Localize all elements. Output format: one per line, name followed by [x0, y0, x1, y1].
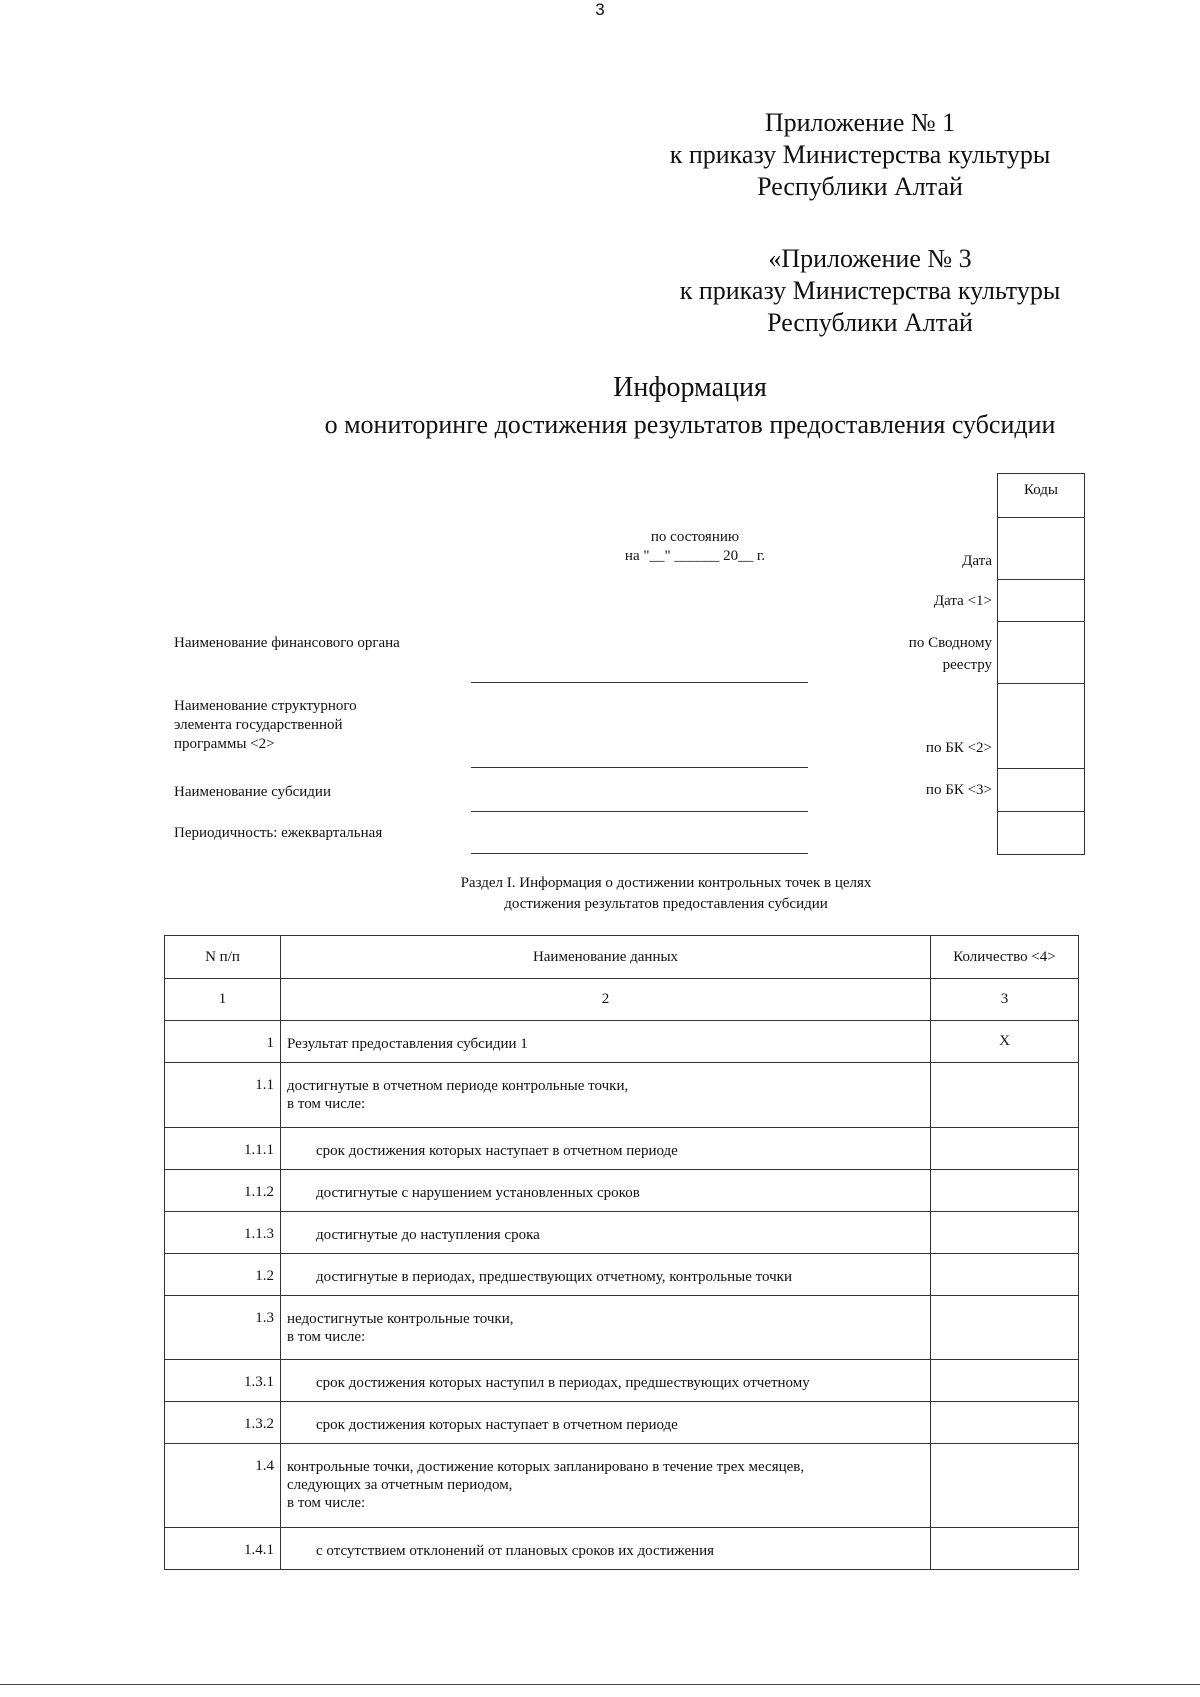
row-name: срок достижения которых наступает в отчетном периоде — [281, 1402, 931, 1444]
codes-date-cell[interactable] — [998, 517, 1084, 580]
status-date — [555, 528, 835, 566]
document-title: Информация — [613, 372, 767, 403]
table-row — [165, 1128, 1079, 1170]
row-name — [281, 1296, 931, 1360]
row-name-line3: в том числе: — [287, 1495, 366, 1511]
section-title — [366, 873, 966, 915]
table-header-row — [165, 936, 1079, 979]
row-value-input[interactable] — [931, 1063, 1079, 1128]
status-line2: на "__" ______ 20__ г. — [624, 548, 766, 564]
codes-registry-label — [909, 632, 992, 676]
row-num: 1.2 — [165, 1254, 281, 1296]
row-name: достигнутые до наступления срока — [281, 1212, 931, 1254]
appendix-1-line1: Приложение № 1 — [764, 108, 956, 137]
row-num: 1.1.2 — [165, 1170, 281, 1212]
appendix-3-line2: к приказу Министерства культуры — [679, 276, 1061, 305]
appendix-3-line1: «Приложение № 3 — [768, 244, 972, 273]
struct-element-label — [174, 697, 357, 754]
row-num: 1.1.1 — [165, 1128, 281, 1170]
control-points-table — [164, 935, 1079, 1570]
row-num: 1.4 — [165, 1444, 281, 1528]
section-title-line2: достижения результатов предоставления субсидии — [504, 896, 828, 912]
row-name: с отсутствием отклонений от плановых сроков их достижения — [281, 1528, 931, 1570]
row-name — [281, 1063, 931, 1128]
periodicity-label: Периодичность: ежеквартальная — [174, 825, 383, 841]
row-name — [281, 1444, 931, 1528]
codes-date-label: Дата — [962, 553, 992, 569]
header-name: Наименование данных — [281, 936, 931, 979]
row-num: 1 — [165, 1021, 281, 1063]
table-row — [165, 1212, 1079, 1254]
codes-box — [997, 473, 1085, 855]
row-name-line1: достигнутые в отчетном периоде контрольные точки, — [287, 1078, 629, 1094]
row-name: достигнутые в периодах, предшествующих отчетному, контрольные точки — [281, 1254, 931, 1296]
row-value-input[interactable] — [931, 1128, 1079, 1170]
row-name-line2: в том числе: — [287, 1096, 366, 1112]
struct-element-line1: Наименование структурного — [174, 698, 357, 714]
table-row — [165, 1021, 1079, 1063]
appendix-1-line2: к приказу Министерства культуры — [669, 140, 1051, 169]
codes-date1-label: Дата <1> — [933, 593, 992, 609]
row-num: 1.1.3 — [165, 1212, 281, 1254]
appendix-3-header — [620, 243, 1120, 339]
row-name-line2: следующих за отчетным периодом, — [287, 1477, 513, 1493]
codes-header: Коды — [1023, 482, 1059, 498]
table-row — [165, 1296, 1079, 1360]
struct-element-field[interactable] — [471, 767, 808, 768]
row-value-input[interactable] — [931, 1402, 1079, 1444]
table-row — [165, 1402, 1079, 1444]
table-row — [165, 1063, 1079, 1128]
codes-header-cell — [998, 474, 1084, 518]
row-name-line2: в том числе: — [287, 1329, 366, 1345]
subsidy-label: Наименование субсидии — [174, 784, 331, 800]
row-value-input[interactable] — [931, 1212, 1079, 1254]
codes-registry-line2: реестру — [942, 657, 992, 673]
header-quantity: Количество <4> — [931, 936, 1079, 979]
row-value-input[interactable] — [931, 1444, 1079, 1528]
row-value-input[interactable] — [931, 1528, 1079, 1570]
row-value-input[interactable] — [931, 1170, 1079, 1212]
document-subtitle: о мониторинге достижения результатов предоставления субсидии — [324, 410, 1056, 439]
row-value-input[interactable] — [931, 1360, 1079, 1402]
finance-body-field[interactable] — [471, 682, 808, 683]
struct-element-line3: программы <2> — [174, 736, 275, 752]
row-num: 1.3.1 — [165, 1360, 281, 1402]
codes-bk3-label: по БК <3> — [925, 782, 992, 798]
row-value-input[interactable] — [931, 1296, 1079, 1360]
colnum-2: 2 — [281, 979, 931, 1021]
codes-date1-cell[interactable] — [998, 579, 1084, 622]
row-num: 1.3 — [165, 1296, 281, 1360]
appendix-3-line3: Республики Алтай — [767, 308, 973, 337]
status-line1: по состоянию — [650, 529, 740, 545]
page-number: 3 — [595, 0, 605, 19]
header-num: N п/п — [165, 936, 281, 979]
row-num: 1.3.2 — [165, 1402, 281, 1444]
table-row — [165, 1528, 1079, 1570]
colnum-3: 3 — [931, 979, 1079, 1021]
codes-bk2-cell[interactable] — [998, 683, 1084, 769]
table-row — [165, 1254, 1079, 1296]
row-name: достигнутые с нарушением установленных сроков — [281, 1170, 931, 1212]
table-row — [165, 1360, 1079, 1402]
row-name: срок достижения которых наступил в периодах, предшествующих отчетному — [281, 1360, 931, 1402]
codes-registry-line1: по Сводному — [908, 635, 992, 651]
row-value-input[interactable] — [931, 1254, 1079, 1296]
row-name: Результат предоставления субсидии 1 — [281, 1021, 931, 1063]
finance-body-label: Наименование финансового органа — [174, 635, 400, 651]
bottom-rule — [0, 1684, 1200, 1685]
struct-element-line2: элемента государственной — [174, 717, 343, 733]
row-num: 1.4.1 — [165, 1528, 281, 1570]
table-row — [165, 1444, 1079, 1528]
row-value: X — [931, 1021, 1079, 1063]
section-title-line1: Раздел I. Информация о достижении контрольных точек в целях — [460, 875, 872, 891]
column-number-row — [165, 979, 1079, 1021]
periodicity-field[interactable] — [471, 853, 808, 854]
row-name-line1: контрольные точки, достижение которых запланировано в течение трех месяцев, — [287, 1459, 805, 1475]
row-num: 1.1 — [165, 1063, 281, 1128]
appendix-1-header — [610, 107, 1110, 203]
subsidy-field[interactable] — [471, 811, 808, 812]
appendix-1-line3: Республики Алтай — [757, 172, 963, 201]
row-name-line1: недостигнутые контрольные точки, — [287, 1311, 514, 1327]
codes-bk3-cell[interactable] — [998, 768, 1084, 812]
table-row — [165, 1170, 1079, 1212]
codes-bk2-label: по БК <2> — [925, 740, 992, 756]
codes-registry-cell[interactable] — [998, 621, 1084, 684]
row-name: срок достижения которых наступает в отчетном периоде — [281, 1128, 931, 1170]
colnum-1: 1 — [165, 979, 281, 1021]
